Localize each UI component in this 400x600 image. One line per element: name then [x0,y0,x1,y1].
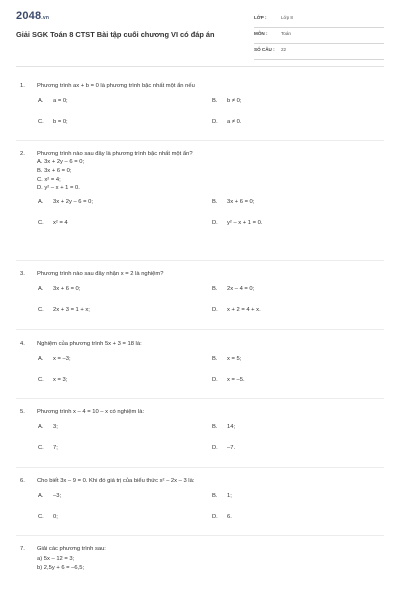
question-text [20,150,380,158]
option-a[interactable]: A. 3; [38,424,58,430]
question-stem: Cho biết 3x – 9 = 0. Khi đó giá trị của biểu thức x² – 2x – 3 là: [37,478,195,484]
question-number: 4. [20,341,25,347]
option-c[interactable]: C. x² = 4 [38,220,68,227]
question-6 [20,477,380,529]
option-b[interactable]: B. 1; [212,493,232,499]
option-a[interactable]: A. 3x + 2y – 6 = 0; [38,199,93,206]
question-subline: D. y² – x + 1 = 0. [37,185,80,192]
question-4 [20,340,380,392]
question-stem: Phương trình nào sau đây là phương trình bậc nhất một ẩn? [37,151,193,157]
option-c[interactable]: C. 7; [38,445,58,451]
question-separator [16,467,384,468]
question-separator [16,329,384,330]
option-b[interactable]: B. 3x + 6 = 0; [212,199,255,206]
question-stem: Phương trình nào sau đây nhận x = 2 là nghiệm? [37,271,164,277]
question-stem: Phương trình x – 4 = 10 – x có nghiệm là: [37,409,145,415]
meta-label: LỚP : [254,15,267,20]
option-b[interactable]: B. b ≠ 0; [212,98,242,104]
question-separator [16,535,384,536]
question-stem: Nghiệm của phương trình 5x + 3 = 18 là: [37,341,142,347]
site-logo[interactable] [16,10,49,22]
option-d[interactable]: D. –7. [212,445,236,451]
option-d[interactable]: D. x = –5. [212,377,245,383]
question-stem: Phương trình ax + b = 0 là phương trình bậc nhất một ẩn nếu [37,83,195,89]
document-title: Giải SGK Toán 8 CTST Bài tập cuối chương VI có đáp án [16,30,215,39]
question-5 [20,408,380,460]
option-d[interactable]: D. y² – x + 1 = 0. [212,220,263,227]
meta-value: 22 [281,47,287,52]
meta-value: Lớp 8 [281,15,293,20]
question-number: 2. [20,151,25,157]
answer-options [20,424,380,460]
meta-label: MÔN : [254,31,268,36]
document-header [16,10,384,60]
option-a[interactable]: A. x = –3; [38,356,71,362]
question-2 [20,150,380,235]
answer-options [20,286,380,322]
question-separator [16,260,384,261]
question-number: 3. [20,271,25,277]
question-stem: Giải các phương trình sau: [37,546,106,552]
meta-label: SỐ CÂU : [254,47,275,52]
answer-options [20,199,380,235]
question-subline: C. x² = 4; [37,176,61,183]
header-divider [16,66,384,67]
question-number: 5. [20,409,25,415]
meta-info [254,12,384,60]
option-a[interactable]: A. a = 0; [38,98,68,104]
answer-options [20,356,380,392]
question-text [20,270,380,278]
question-separator [16,398,384,399]
option-c[interactable]: C. b = 0; [38,119,68,125]
option-b[interactable]: B. 2x – 4 = 0; [212,286,255,292]
question-text [20,477,380,485]
meta-value: Toán [281,31,291,36]
option-c[interactable]: C. 0; [38,514,58,520]
meta-row-count [254,44,384,60]
option-a[interactable]: A. 3x + 6 = 0; [38,286,81,292]
question-text [20,340,380,348]
question-3 [20,270,380,322]
logo-suffix: .vn [41,15,50,21]
question-7 [20,545,380,573]
answer-options [20,493,380,529]
meta-row-subject [254,28,384,44]
option-d[interactable]: D. a ≠ 0. [212,119,242,125]
question-number: 1. [20,83,25,89]
answer-options [20,98,380,134]
option-c[interactable]: C. 2x + 3 = 1 + x; [38,307,90,313]
question-subline: a) 5x – 12 = 3; [37,556,75,562]
question-separator [16,140,384,141]
question-text [20,408,380,416]
option-b[interactable]: B. x = 5; [212,356,242,362]
option-a[interactable]: A. –3; [38,493,62,499]
question-subline: b) 2,5y + 6 = –6,5; [37,564,85,571]
logo-text: 2048 [16,10,42,22]
question-subline: B. 3x + 6 = 0; [37,167,72,174]
meta-row-class [254,12,384,28]
question-text [20,82,380,90]
option-b[interactable]: B. 14; [212,424,236,430]
option-d[interactable]: D. x + 2 = 4 + x. [212,307,261,313]
option-c[interactable]: C. x = 3; [38,377,68,383]
option-d[interactable]: D. 6. [212,514,232,520]
question-number: 6. [20,478,25,484]
question-number: 7. [20,546,25,552]
question-text [20,545,380,553]
question-1 [20,82,380,134]
question-subline: A. 3x + 2y – 6 = 0; [37,159,85,165]
